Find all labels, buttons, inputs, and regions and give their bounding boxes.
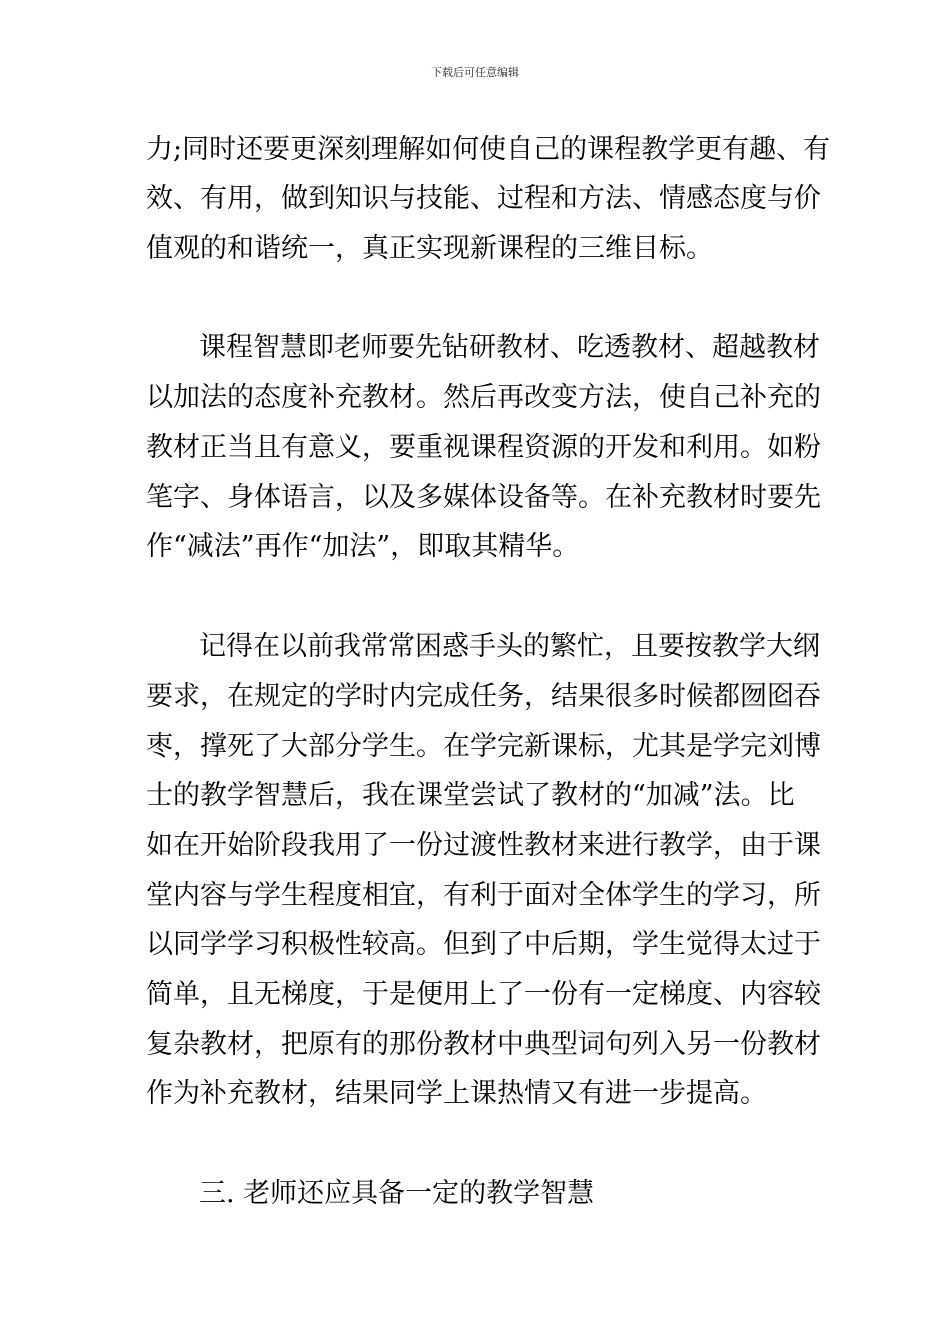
- paragraph-3-line-7: 以同学学习积极性较高。但到了中后期，学生觉得太过于: [146, 929, 821, 960]
- paragraph-1-line-3: 值观的和谐统一，真正实现新课程的三维目标。: [146, 233, 713, 264]
- paragraph-3-line-8: 简单，且无梯度，于是便用上了一份有一定梯度、内容较: [146, 979, 821, 1010]
- paragraph-2-line-3: 教材正当且有意义，要重视课程资源的开发和利用。如粉: [146, 432, 821, 463]
- paragraph-2-line-1: 课程智慧即老师要先钻研教材、吃透教材、超越教材: [199, 332, 820, 363]
- paragraph-3-line-3: 枣，撑死了大部分学生。在学完新课标，尤其是学完刘博: [146, 731, 821, 762]
- page-header: 下载后可任意编辑: [431, 66, 519, 79]
- paragraph-1-line-2: 效、有用，做到知识与技能、过程和方法、情感态度与价: [146, 183, 821, 214]
- paragraph-3-line-6: 堂内容与学生程度相宜，有利于面对全体学生的学习，所: [146, 880, 821, 911]
- paragraph-3-line-9: 复杂教材，把原有的那份教材中典型词句列入另一份教材: [146, 1029, 821, 1060]
- paragraph-1-line-1: 力;同时还要更深刻理解如何使自己的课程教学更有趣、有: [146, 134, 831, 165]
- paragraph-2-line-2: 以加法的态度补充教材。然后再改变方法，使自己补充的: [146, 382, 821, 413]
- paragraph-2-line-4: 笔字、身体语言，以及多媒体设备等。在补充教材时要先: [146, 482, 821, 513]
- paragraph-2-line-5: 作“减法”再作“加法”，即取其精华。: [146, 531, 580, 562]
- section-heading: 三. 老师还应具备一定的教学智慧: [199, 1178, 595, 1209]
- paragraph-3-line-5: 如在开始阶段我用了一份过渡性教材来进行教学，由于课: [146, 830, 821, 861]
- paragraph-3-line-2: 要求，在规定的学时内完成任务，结果很多时候都囫囵吞: [146, 681, 821, 712]
- paragraph-3-line-4: 士的教学智慧后，我在课堂尝试了教材的“加减”法。比: [146, 780, 795, 811]
- paragraph-3-line-10: 作为补充教材，结果同学上课热情又有进一步提高。: [146, 1078, 767, 1109]
- paragraph-3-line-1: 记得在以前我常常困惑手头的繁忙，且要按教学大纲: [199, 631, 820, 662]
